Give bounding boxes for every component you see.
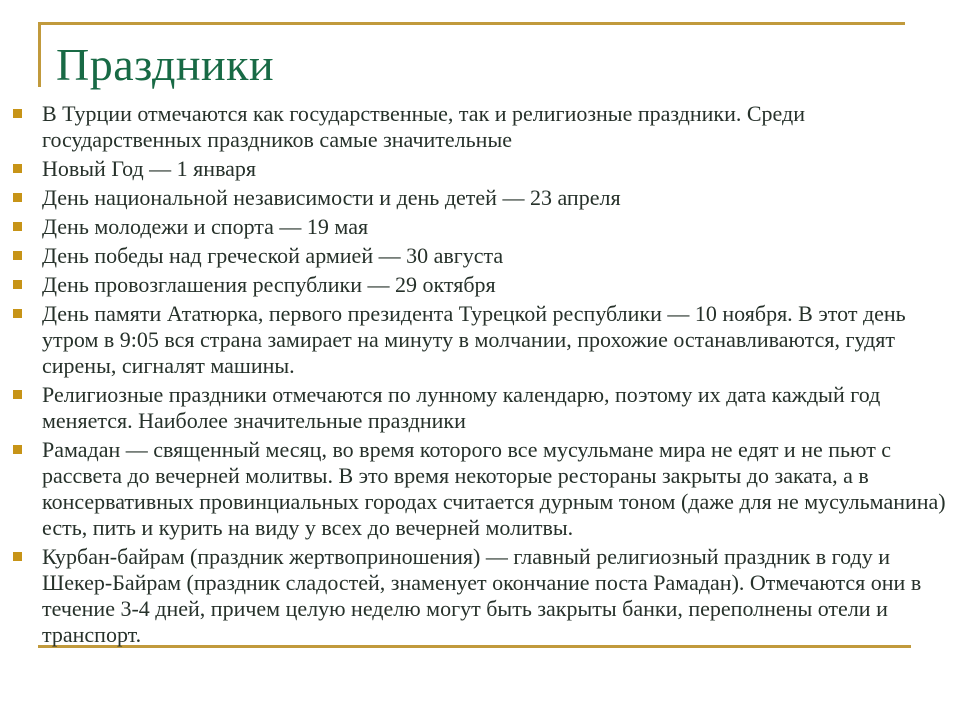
list-item-text: Рамадан — священный месяц, во время которого все мусульмане мира не едят и не пьют с рассвета до вечерней молитвы. В это время некоторые рестораны закрыты до заката, а в консервативных провинциальных городах считается дурным тоном (даже для не мусульманина) есть, пить и курить на виду у всех до вечерней молитвы. <box>42 437 946 540</box>
bullet-square-icon <box>13 222 22 231</box>
list-item <box>12 156 948 182</box>
bullet-square-icon <box>13 164 22 173</box>
list-item <box>12 185 948 211</box>
list-item-text: День провозглашения республики — 29 октября <box>42 272 496 297</box>
list-item <box>12 437 948 541</box>
list-item <box>12 382 948 434</box>
list-item-text: День молодежи и спорта — 19 мая <box>42 214 369 239</box>
list-item <box>12 214 948 240</box>
bullet-square-icon <box>13 109 22 118</box>
list-item-text: День памяти Ататюрка, первого президента Турецкой республики — 10 ноября. В этот день утром в 9:05 вся страна замирает на минуту в молчании, прохожие останавливаются, гудят сирены, сигналят машины. <box>42 301 906 378</box>
list-item <box>12 243 948 269</box>
left-gold-rule <box>38 22 41 87</box>
slide-title: Праздники <box>56 39 275 90</box>
bullet-square-icon <box>13 445 22 454</box>
top-gold-rule <box>38 22 905 25</box>
list-item <box>12 272 948 298</box>
list-item-text: Религиозные праздники отмечаются по лунному календарю, поэтому их дата каждый год меняется. Наиболее значительные праздники <box>42 382 881 433</box>
slide-body <box>12 101 948 651</box>
bullet-square-icon <box>13 280 22 289</box>
list-item <box>12 101 948 153</box>
bullet-list <box>12 101 948 648</box>
list-item-text: В Турции отмечаются как государственные, так и религиозные праздники. Среди государственных праздников самые значительные <box>42 101 805 152</box>
bullet-square-icon <box>13 390 22 399</box>
list-item-text: День национальной независимости и день детей — 23 апреля <box>42 185 621 210</box>
list-item-text: Новый Год — 1 января <box>42 156 257 181</box>
list-item-text: Курбан-байрам (праздник жертвоприношения) — главный религиозный праздник в году и Шекер-Байрам (праздник сладостей, знаменует окончание поста Рамадан). Отмечаются они в течение 3-4 дней, причем целую неделю могут быть закрыты банки, переполнены отели и транспорт. <box>42 544 922 647</box>
list-item <box>12 301 948 379</box>
bullet-square-icon <box>13 552 22 561</box>
bullet-square-icon <box>13 309 22 318</box>
list-item <box>12 544 948 648</box>
bullet-square-icon <box>13 251 22 260</box>
list-item-text: День победы над греческой армией — 30 августа <box>42 243 504 268</box>
bullet-square-icon <box>13 193 22 202</box>
